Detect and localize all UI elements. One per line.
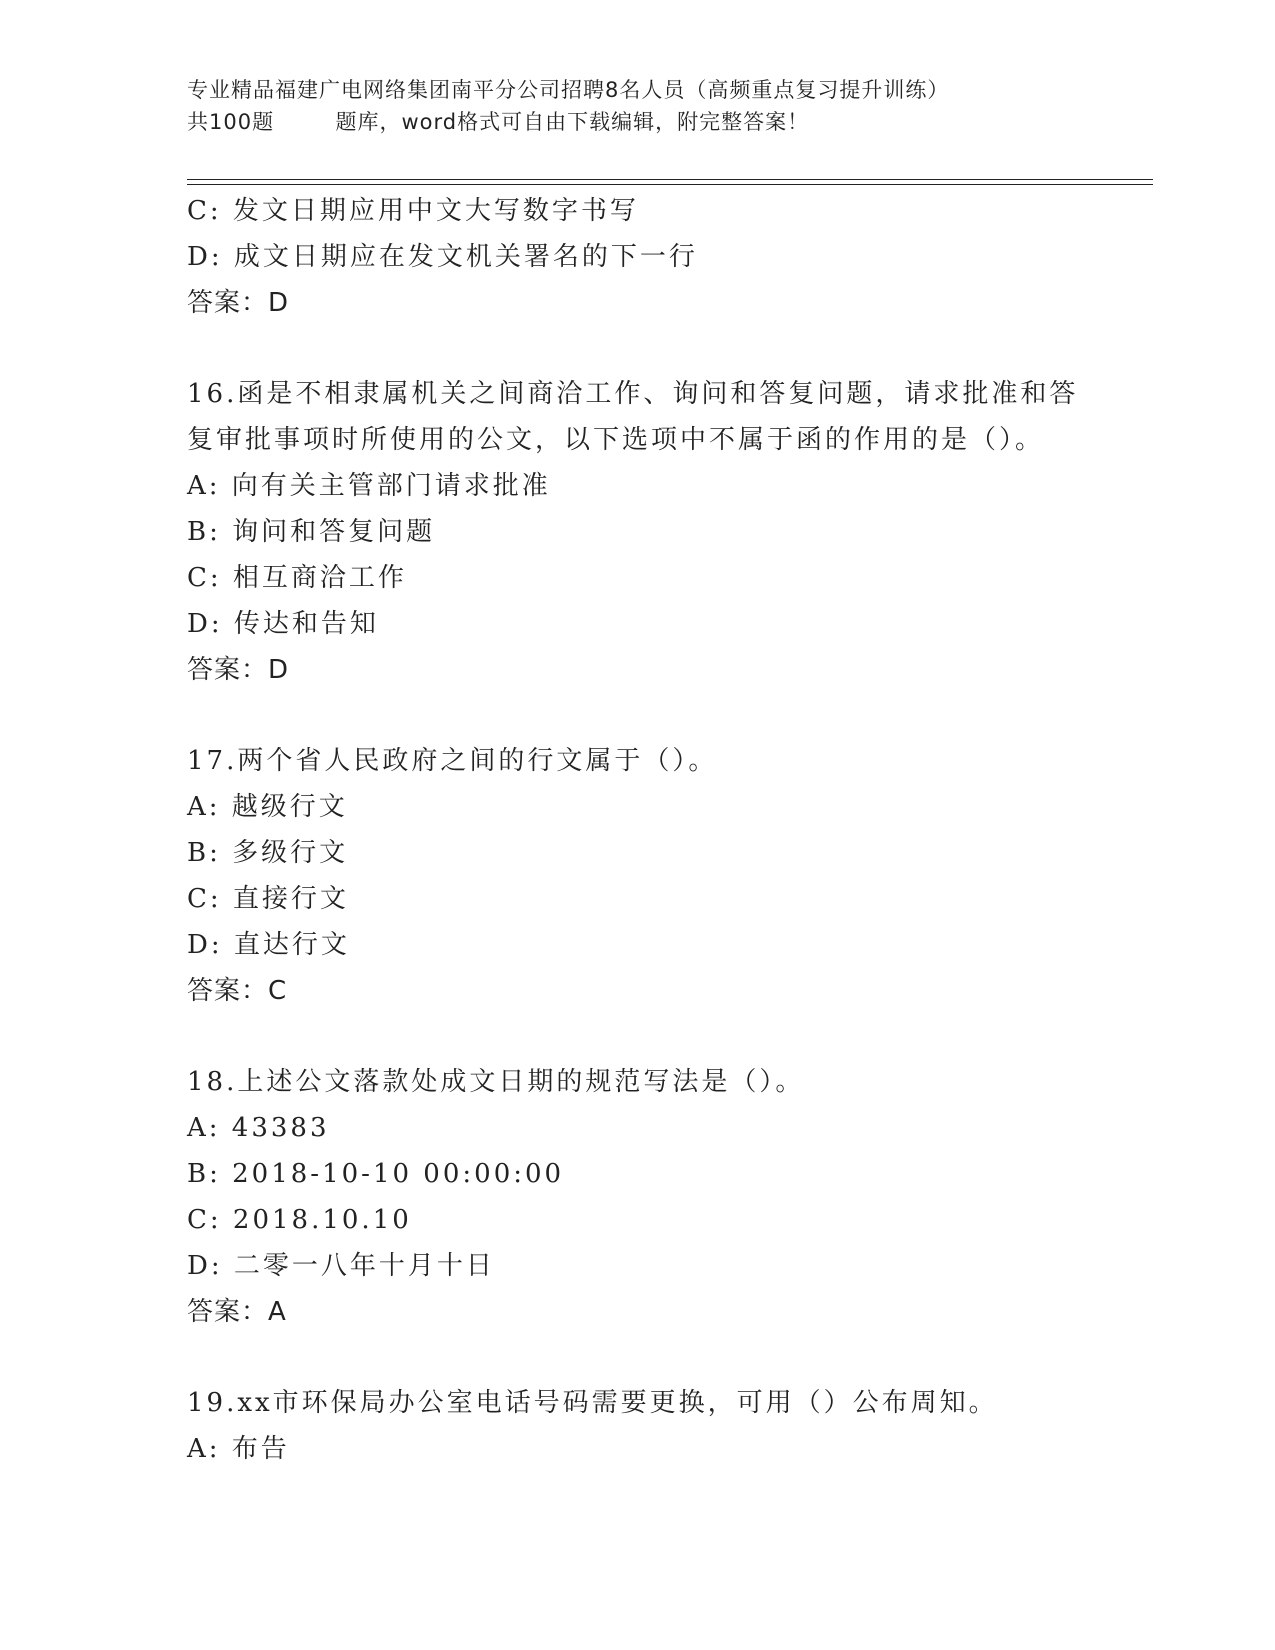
header-subtitle: 共100题 题库，word格式可自由下载编辑，附完整答案！	[187, 110, 810, 134]
option-a: A: 向有关主管部门请求批准	[187, 471, 551, 501]
answer-line: 答案：C	[187, 976, 288, 1006]
answer-line: 答案：D	[187, 655, 290, 685]
option-c: C: 发文日期应用中文大写数字书写	[187, 196, 639, 226]
question-stem: 18.上述公文落款处成文日期的规范写法是（）。	[187, 1067, 805, 1097]
option-a: A: 布告	[187, 1434, 290, 1464]
question-stem: 19.xx市环保局办公室电话号码需要更换，可用（）公布周知。	[187, 1388, 998, 1418]
header-title: 专业精品福建广电网络集团南平分公司招聘8名人员（高频重点复习提升训练）	[187, 78, 950, 102]
option-d: D: 传达和告知	[187, 609, 379, 639]
option-b: B: 2018-10-10 00:00:00	[187, 1159, 565, 1189]
question-15-tail	[187, 188, 1117, 326]
question-19	[187, 1380, 1117, 1472]
answer-line: 答案：D	[187, 288, 290, 318]
question-17	[187, 738, 1117, 1014]
question-stem: 复审批事项时所使用的公文，以下选项中不属于函的作用的是（）。	[187, 425, 1045, 455]
option-d: D: 直达行文	[187, 930, 350, 960]
question-stem: 16.函是不相隶属机关之间商洽工作、询问和答复问题，请求批准和答	[187, 379, 1079, 409]
document-header	[187, 74, 1087, 138]
option-c: C: 2018.10.10	[187, 1205, 412, 1235]
option-c: C: 直接行文	[187, 884, 349, 914]
header-divider-bottom	[187, 184, 1153, 185]
option-b: B: 多级行文	[187, 838, 349, 868]
option-a: A: 越级行文	[187, 792, 348, 822]
question-16	[187, 371, 1117, 693]
question-stem: 17.两个省人民政府之间的行文属于（）。	[187, 746, 718, 776]
answer-line: 答案：A	[187, 1297, 287, 1327]
option-d: D: 成文日期应在发文机关署名的下一行	[187, 242, 698, 272]
option-d: D: 二零一八年十月十日	[187, 1251, 495, 1281]
question-list	[187, 188, 1117, 1472]
question-18	[187, 1059, 1117, 1335]
option-b: B: 询问和答复问题	[187, 517, 436, 547]
option-a: A: 43383	[187, 1113, 330, 1143]
header-divider-top	[187, 179, 1153, 180]
option-c: C: 相互商洽工作	[187, 563, 407, 593]
